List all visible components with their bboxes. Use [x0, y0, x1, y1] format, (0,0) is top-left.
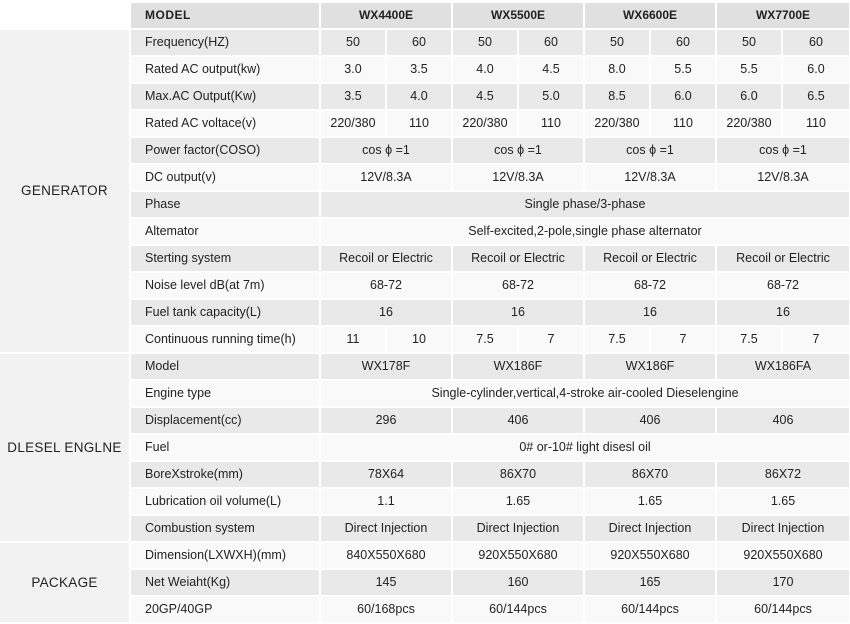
spec-value: 1.1: [320, 488, 452, 515]
spec-value: 6.0: [716, 83, 782, 110]
spec-value: 12V/8.3A: [716, 164, 850, 191]
spec-value: 1.65: [452, 488, 584, 515]
spec-value: 170: [716, 569, 850, 596]
spec-value: 7.5: [716, 326, 782, 353]
spec-value: 5.5: [650, 56, 716, 83]
spec-value: 4.0: [452, 56, 518, 83]
spec-value: 60/168pcs: [320, 596, 452, 623]
spec-value: 6.0: [782, 56, 850, 83]
section-label: GENERATOR: [0, 29, 130, 353]
spec-value: 160: [452, 569, 584, 596]
spec-value-all: 0# or-10# light disesl oil: [320, 434, 850, 461]
spec-value: WX186FA: [716, 353, 850, 380]
section-label: PACKAGE: [0, 542, 130, 623]
spec-value: cos ϕ =1: [716, 137, 850, 164]
spec-row: [0, 542, 850, 569]
spec-label: Power factor(COSO): [130, 137, 320, 164]
spec-value: 296: [320, 407, 452, 434]
model-name-4: WX7700E: [716, 3, 850, 29]
spec-row: [0, 29, 850, 56]
spec-value: 12V/8.3A: [452, 164, 584, 191]
spec-label: Combustion system: [130, 515, 320, 542]
spec-value: 1.65: [584, 488, 716, 515]
spec-value: 7: [518, 326, 584, 353]
spec-value: 4.5: [518, 56, 584, 83]
spec-value: Recoil or Electric: [452, 245, 584, 272]
spec-value: 7: [782, 326, 850, 353]
spec-value: Direct Injection: [584, 515, 716, 542]
spec-value: 50: [452, 29, 518, 56]
spec-value: 3.5: [386, 56, 452, 83]
spec-value: 68-72: [452, 272, 584, 299]
model-name-1: WX4400E: [320, 3, 452, 29]
header-blank: [0, 3, 130, 29]
spec-value: 110: [518, 110, 584, 137]
spec-value: Direct Injection: [452, 515, 584, 542]
spec-value: 60: [518, 29, 584, 56]
spec-value: 3.0: [320, 56, 386, 83]
spec-value: 60: [386, 29, 452, 56]
spec-value: WX186F: [452, 353, 584, 380]
section-label: DLESEL ENGLNE: [0, 353, 130, 542]
model-header: MODEL: [130, 3, 320, 29]
spec-value-all: Single-cylinder,vertical,4-stroke air-cooled Dieselengine: [320, 380, 850, 407]
spec-value: 78X64: [320, 461, 452, 488]
spec-value: 406: [452, 407, 584, 434]
spec-value: 11: [320, 326, 386, 353]
spec-value: WX186F: [584, 353, 716, 380]
spec-value: 220/380: [716, 110, 782, 137]
spec-value: 220/380: [584, 110, 650, 137]
spec-label: Continuous running time(h): [130, 326, 320, 353]
spec-value: 68-72: [716, 272, 850, 299]
spec-label: Max.AC Output(Kw): [130, 83, 320, 110]
spec-label: BoreXstroke(mm): [130, 461, 320, 488]
spec-value: 60/144pcs: [584, 596, 716, 623]
spec-value: 86X70: [452, 461, 584, 488]
spec-value: Direct Injection: [320, 515, 452, 542]
spec-value: 16: [452, 299, 584, 326]
spec-value: cos ϕ =1: [452, 137, 584, 164]
spec-value: 6.5: [782, 83, 850, 110]
spec-label: Phase: [130, 191, 320, 218]
spec-label: Fuel: [130, 434, 320, 461]
header-row: [0, 3, 850, 29]
spec-value: 50: [716, 29, 782, 56]
spec-value: 220/380: [320, 110, 386, 137]
spec-value: Recoil or Electric: [716, 245, 850, 272]
spec-value: 60: [650, 29, 716, 56]
spec-value: 68-72: [320, 272, 452, 299]
spec-label: Rated AC output(kw): [130, 56, 320, 83]
spec-value: 16: [320, 299, 452, 326]
spec-value: 406: [716, 407, 850, 434]
spec-label: Net Weiaht(Kg): [130, 569, 320, 596]
spec-value: 5.0: [518, 83, 584, 110]
spec-value: 165: [584, 569, 716, 596]
spec-label: Noise level dB(at 7m): [130, 272, 320, 299]
spec-value: 4.5: [452, 83, 518, 110]
spec-row: [0, 353, 850, 380]
spec-label: Rated AC voltace(v): [130, 110, 320, 137]
spec-label: Fuel tank capacity(L): [130, 299, 320, 326]
spec-value: 920X550X680: [716, 542, 850, 569]
spec-label: Frequency(HZ): [130, 29, 320, 56]
spec-value: 50: [584, 29, 650, 56]
spec-value: 50: [320, 29, 386, 56]
spec-value: 4.0: [386, 83, 452, 110]
spec-value: Direct Injection: [716, 515, 850, 542]
spec-value: Recoil or Electric: [584, 245, 716, 272]
spec-value: 7.5: [452, 326, 518, 353]
spec-value: 86X70: [584, 461, 716, 488]
spec-label: Dimension(LXWXH)(mm): [130, 542, 320, 569]
spec-label: 20GP/40GP: [130, 596, 320, 623]
spec-value: 5.5: [716, 56, 782, 83]
model-name-3: WX6600E: [584, 3, 716, 29]
spec-value: 110: [650, 110, 716, 137]
spec-value: 3.5: [320, 83, 386, 110]
spec-value: 920X550X680: [584, 542, 716, 569]
spec-value: 7.5: [584, 326, 650, 353]
spec-value: 8.0: [584, 56, 650, 83]
spec-table: [0, 3, 850, 624]
spec-value: cos ϕ =1: [584, 137, 716, 164]
spec-value-all: Self-excited,2-pole,single phase alternator: [320, 218, 850, 245]
spec-value: 220/380: [452, 110, 518, 137]
spec-value: 60/144pcs: [716, 596, 850, 623]
spec-value: 110: [782, 110, 850, 137]
spec-label: DC output(v): [130, 164, 320, 191]
spec-value: 920X550X680: [452, 542, 584, 569]
spec-value: cos ϕ =1: [320, 137, 452, 164]
spec-label: Displacement(cc): [130, 407, 320, 434]
model-name-2: WX5500E: [452, 3, 584, 29]
spec-label: Model: [130, 353, 320, 380]
spec-value: 60/144pcs: [452, 596, 584, 623]
spec-value-all: Single phase/3-phase: [320, 191, 850, 218]
spec-value: 12V/8.3A: [584, 164, 716, 191]
spec-label: Altemator: [130, 218, 320, 245]
spec-value: 7: [650, 326, 716, 353]
spec-value: 12V/8.3A: [320, 164, 452, 191]
spec-value: 8.5: [584, 83, 650, 110]
spec-value: Recoil or Electric: [320, 245, 452, 272]
spec-label: Sterting system: [130, 245, 320, 272]
spec-value: 840X550X680: [320, 542, 452, 569]
spec-value: 110: [386, 110, 452, 137]
spec-value: 6.0: [650, 83, 716, 110]
spec-value: 16: [716, 299, 850, 326]
spec-value: 1.65: [716, 488, 850, 515]
spec-value: 68-72: [584, 272, 716, 299]
spec-value: 86X72: [716, 461, 850, 488]
spec-value: 406: [584, 407, 716, 434]
spec-value: 10: [386, 326, 452, 353]
spec-value: 145: [320, 569, 452, 596]
spec-label: Lubrication oil volume(L): [130, 488, 320, 515]
spec-value: 60: [782, 29, 850, 56]
spec-value: 16: [584, 299, 716, 326]
spec-value: WX178F: [320, 353, 452, 380]
spec-label: Engine type: [130, 380, 320, 407]
